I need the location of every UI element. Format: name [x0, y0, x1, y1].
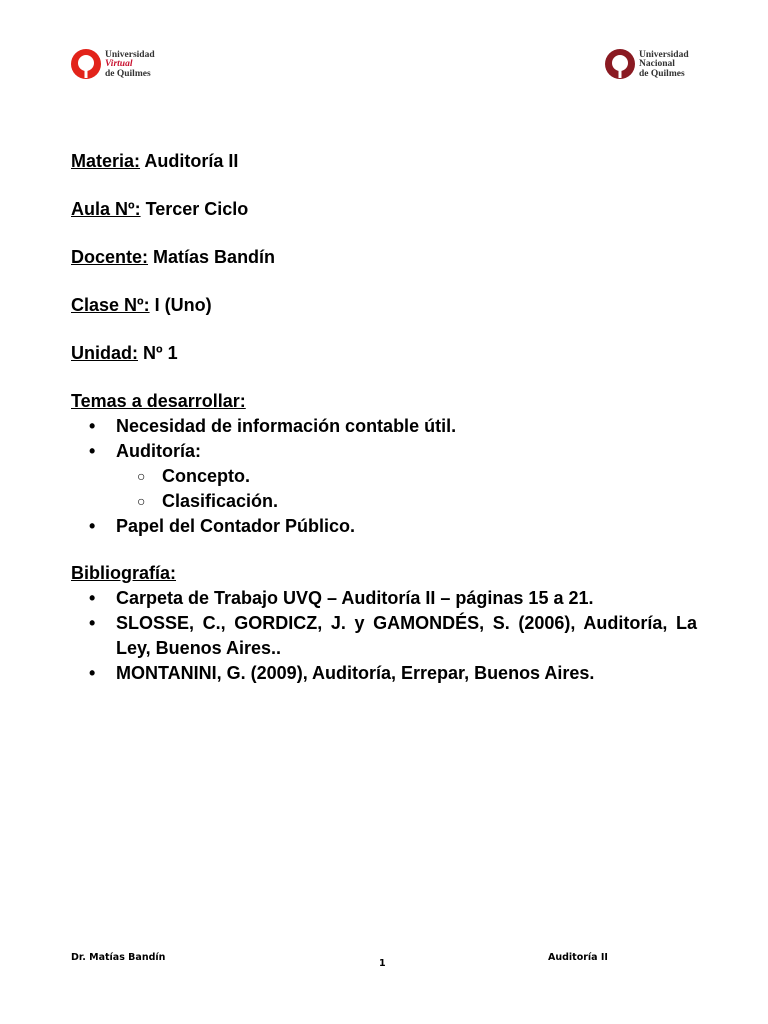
- unidad-label: Unidad:: [71, 343, 138, 363]
- footer-author: Dr. Matías Bandín: [71, 952, 166, 963]
- uvq-logo-icon: [70, 48, 102, 82]
- list-subitem: ○ Clasificación.: [116, 489, 697, 514]
- field-materia: [71, 148, 697, 196]
- page-number: 1: [379, 958, 386, 969]
- logo-unq-text: Universidad Nacional de Quilmes: [639, 49, 689, 79]
- list-item: • SLOSSE, C., GORDICZ, J. y GAMONDÉS, S. (2006), Auditoría, La Ley, Buenos Aires..: [71, 611, 697, 661]
- field-docente: [71, 244, 697, 292]
- field-aula: [71, 196, 697, 244]
- logo-unq: [604, 48, 689, 82]
- docente-label: Docente:: [71, 247, 149, 267]
- logo-uvq-text: Universidad Virtual de Quilmes: [105, 49, 155, 79]
- list-item: • MONTANINI, G. (2009), Auditoría, Errepar, Buenos Aires.: [71, 661, 697, 686]
- temas-sublist: [116, 464, 697, 514]
- list-item: • Carpeta de Trabajo UVQ – Auditoría II – páginas 15 a 21.: [71, 586, 697, 611]
- bibliografia-title: Bibliografía:: [71, 563, 177, 583]
- materia-value: Auditoría II: [144, 151, 239, 171]
- aula-label: Aula Nº:: [71, 199, 141, 219]
- list-item: • Necesidad de información contable útil.: [71, 414, 697, 439]
- list-item: • Papel del Contador Público.: [71, 514, 697, 539]
- document-body: [71, 148, 697, 686]
- clase-value: I (Uno): [154, 295, 212, 315]
- logo-uvq: [70, 48, 155, 82]
- list-item: • Auditoría: ○ Concepto. ○ Clasificación.: [71, 439, 697, 514]
- aula-value: Tercer Ciclo: [145, 199, 249, 219]
- clase-label: Clase Nº:: [71, 295, 150, 315]
- footer-subject: Auditoría II: [548, 952, 608, 963]
- field-clase: [71, 292, 697, 340]
- unq-logo-icon: [604, 48, 636, 82]
- docente-value: Matías Bandín: [153, 247, 276, 267]
- materia-label: Materia:: [71, 151, 141, 171]
- temas-title: Temas a desarrollar:: [71, 391, 246, 411]
- field-unidad: [71, 340, 697, 388]
- unidad-value: Nº 1: [143, 343, 178, 363]
- bibliografia-list: [71, 586, 697, 686]
- list-subitem: ○ Concepto.: [116, 464, 697, 489]
- temas-list: [71, 414, 697, 539]
